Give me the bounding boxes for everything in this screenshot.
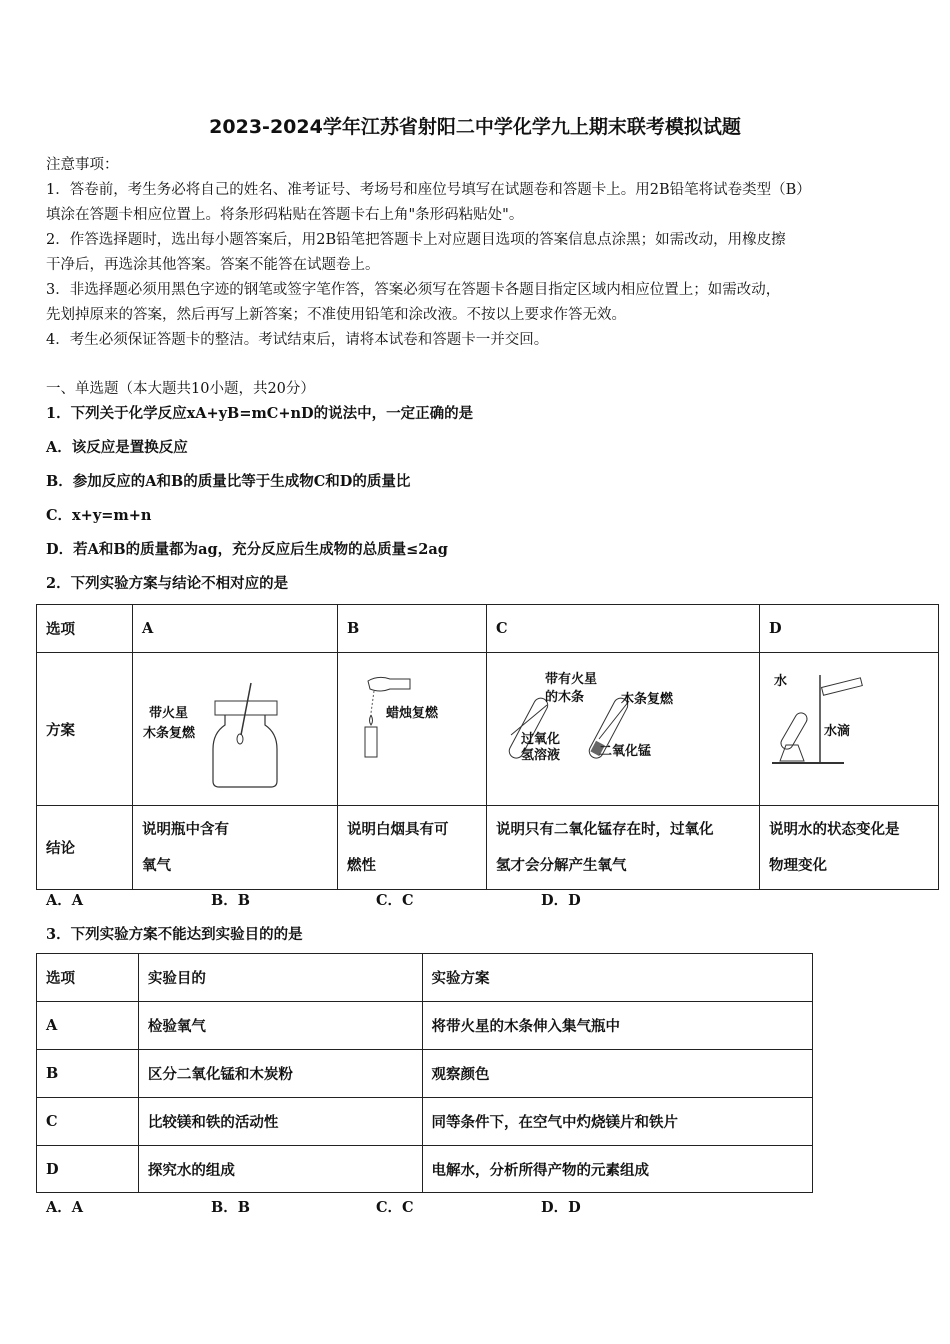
q3-cell: 电解水，分析所得产物的元素组成 <box>422 1146 813 1193</box>
q3-stem: 3．下列实验方案不能达到实验目的的是 <box>46 926 303 943</box>
q3-cell: 同等条件下，在空气中灼烧镁片和铁片 <box>422 1098 813 1146</box>
choice-a: A．A <box>46 1199 84 1216</box>
choice-b: B．B <box>211 892 251 909</box>
choice-d: D．D <box>541 892 581 909</box>
choice-a: A．A <box>46 892 84 909</box>
fig-a-label: 带火星 <box>149 706 189 721</box>
q3-header-option: 选项 <box>37 954 139 1002</box>
q3-cell: 探究水的组成 <box>138 1146 422 1193</box>
fig-c-label: 带有火星 <box>545 672 598 687</box>
choice-d: D．D <box>541 1199 581 1216</box>
q3-cell: A <box>37 1002 139 1050</box>
q2-figure-a <box>133 653 338 806</box>
notice-line: 填涂在答题卡相应位置上。将条形码粘贴在答题卡右上角"条形码粘贴处"。 <box>46 207 524 223</box>
q2-conclusion-b <box>338 806 487 890</box>
notice-line: 先划掉原来的答案，然后再写上新答案；不准使用铅笔和涂改液。不按以上要求作答无效。 <box>46 307 626 323</box>
choice-c: C．C <box>376 892 414 909</box>
q3-header-plan: 实验方案 <box>422 954 813 1002</box>
notice-line: 1．答卷前，考生务必将自己的姓名、准考证号、考场号和座位号填写在试题卷和答题卡上。用2B铅笔将试卷类型（B） <box>46 182 811 198</box>
conclusion-line: 说明白烟具有可 <box>347 820 449 838</box>
conclusion-line: 说明瓶中含有 <box>142 820 229 838</box>
water-heating-figure <box>760 653 938 801</box>
q2-header-b: B <box>338 605 487 653</box>
q3-cell: B <box>37 1050 139 1098</box>
fig-d-label: 水滴 <box>824 724 851 739</box>
q1-option-b: B．参加反应的A和B的质量比等于生成物C和D的质量比 <box>46 473 411 490</box>
q2-table <box>36 604 939 890</box>
section-heading: 一、单选题（本大题共10小题，共20分） <box>46 381 315 397</box>
q3-cell: 比较镁和铁的活动性 <box>138 1098 422 1146</box>
q3-cell: 观察颜色 <box>422 1050 813 1098</box>
notice-heading: 注意事项： <box>46 157 119 173</box>
q1-option-a: A．该反应是置换反应 <box>46 439 188 456</box>
q3-header-goal: 实验目的 <box>138 954 422 1002</box>
q2-header-option: 选项 <box>37 605 133 653</box>
fig-c-label: 二氧化锰 <box>599 744 652 759</box>
q2-header-d: D <box>760 605 939 653</box>
q2-figure-c <box>487 653 760 806</box>
candle-figure <box>338 653 486 801</box>
q1-option-d: D．若A和B的质量都为ag，充分反应后生成物的总质量≤2ag <box>46 541 448 558</box>
test-tube-figure <box>487 653 759 801</box>
fig-c-label: 氢溶液 <box>521 748 561 763</box>
q2-row-label-conclusion: 结论 <box>37 806 133 890</box>
notice-line: 4．考生必须保证答题卡的整洁。考试结束后，请将本试卷和答题卡一并交回。 <box>46 332 549 348</box>
notice-line: 干净后，再选涂其他答案。答案不能答在试题卷上。 <box>46 257 380 273</box>
q3-table <box>36 953 813 1193</box>
q2-conclusion-d <box>760 806 939 890</box>
fig-c-label: 木条复燃 <box>621 692 674 707</box>
q1-option-c: C．x+y=m+n <box>46 507 152 524</box>
conclusion-line: 说明只有二氧化锰存在时，过氧化 <box>496 820 714 838</box>
fig-c-label: 过氧化 <box>521 732 561 747</box>
q2-stem: 2．下列实验方案与结论不相对应的是 <box>46 575 289 592</box>
choice-b: B．B <box>211 1199 251 1216</box>
q2-row-label-plan: 方案 <box>37 653 133 806</box>
conclusion-line: 物理变化 <box>769 856 827 874</box>
q3-cell: D <box>37 1146 139 1193</box>
fig-b-label: 蜡烛复燃 <box>386 706 439 721</box>
choice-c: C．C <box>376 1199 414 1216</box>
conclusion-line: 燃性 <box>347 856 376 874</box>
q3-cell: 区分二氧化锰和木炭粉 <box>138 1050 422 1098</box>
q2-conclusion-a <box>133 806 338 890</box>
q2-figure-d <box>760 653 939 806</box>
q3-cell: C <box>37 1098 139 1146</box>
q1-stem: 1．下列关于化学反应xA+yB=mC+nD的说法中，一定正确的是 <box>46 405 474 422</box>
bottle-figure <box>133 653 337 801</box>
notice-line: 3．非选择题必须用黑色字迹的钢笔或签字笔作答，答案必须写在答题卡各题目指定区域内相应位置上；如需改动， <box>46 282 781 298</box>
conclusion-line: 说明水的状态变化是 <box>769 820 900 838</box>
fig-d-label: 水 <box>774 674 788 689</box>
fig-a-label: 木条复燃 <box>143 726 196 741</box>
q2-conclusion-c <box>487 806 760 890</box>
fig-c-label: 的木条 <box>545 690 585 705</box>
page-title: 2023-2024学年江苏省射阳二中学化学九上期末联考模拟试题 <box>209 116 741 138</box>
q2-figure-b <box>338 653 487 806</box>
conclusion-line: 氢才会分解产生氧气 <box>496 856 627 874</box>
conclusion-line: 氧气 <box>142 856 171 874</box>
notice-line: 2．作答选择题时，选出每小题答案后，用2B铅笔把答题卡上对应题目选项的答案信息点涂黑；如需改动，用橡皮擦 <box>46 232 786 248</box>
q2-header-a: A <box>133 605 338 653</box>
q3-cell: 检验氧气 <box>138 1002 422 1050</box>
q3-cell: 将带火星的木条伸入集气瓶中 <box>422 1002 813 1050</box>
q2-header-c: C <box>487 605 760 653</box>
